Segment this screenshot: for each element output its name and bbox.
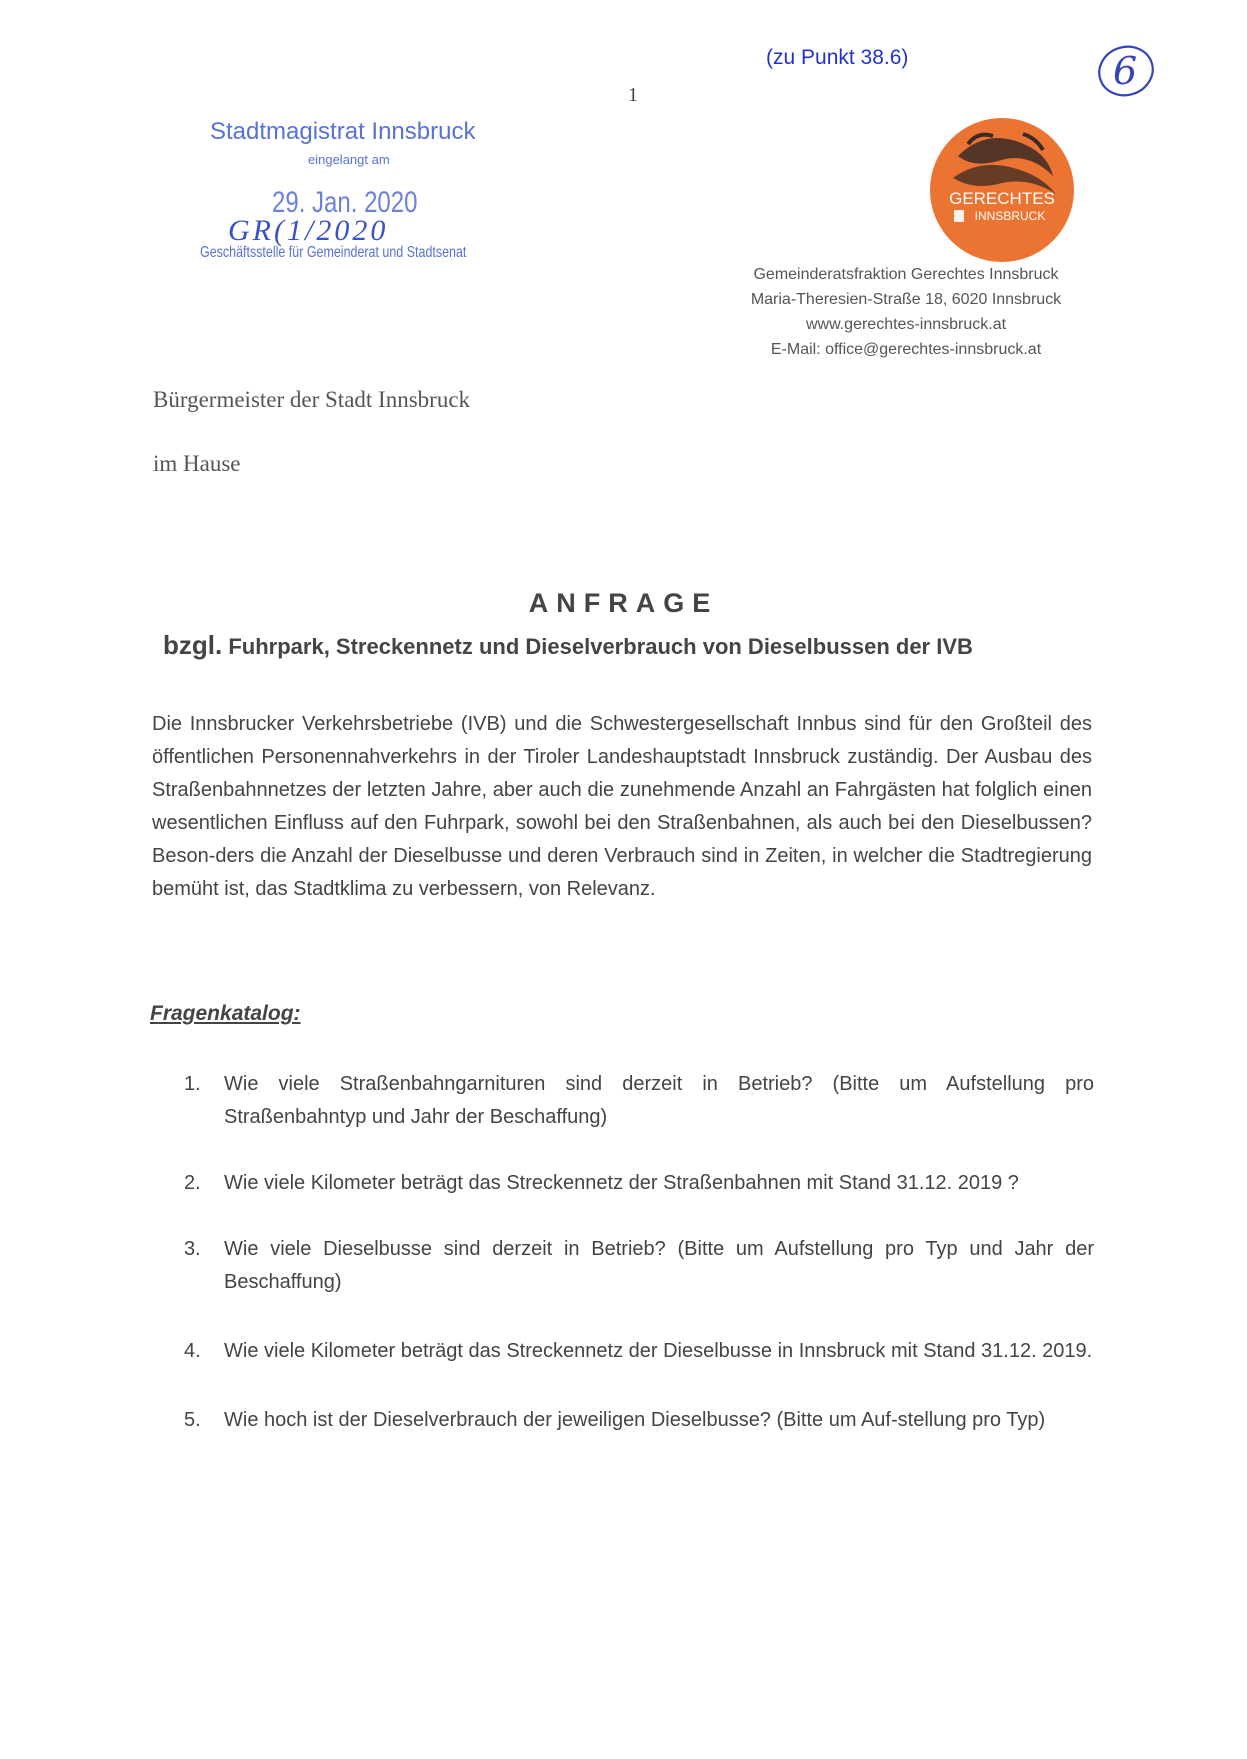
recipient-name: Bürgermeister der Stadt Innsbruck [153, 387, 471, 412]
handwritten-number-text: 6 [1113, 49, 1138, 93]
document-subheading [163, 630, 973, 661]
subheading-text: Fuhrpark, Streckennetz und Dieselverbrauch von Dieselbussen der IVB [228, 634, 973, 659]
stamp-received-label: eingelangt am [308, 152, 390, 167]
received-stamp [198, 118, 498, 278]
question-number: 4. [184, 1340, 201, 1362]
stamp-organization: Stadtmagistrat Innsbruck [210, 118, 476, 145]
handwritten-circled-number [1095, 38, 1157, 100]
stamp-office: Geschäftsstelle für Gemeinderat und Stadtsenat [200, 244, 467, 261]
question-text: Wie viele Kilometer beträgt das Streckennetz der Dieselbusse in Innsbruck mit Stand 31.12. 2019. [224, 1340, 1093, 1362]
recipient-location: im Hause [153, 451, 241, 476]
logo-text-line2: INNSBRUCK [974, 209, 1046, 223]
question-number: 3. [184, 1238, 201, 1260]
sender-email: E-Mail: office@gerechtes-innsbruck.at [770, 341, 1042, 358]
subheading-prefix: bzgl. [163, 630, 223, 660]
sender-address [716, 262, 1096, 362]
document-heading: ANFRAGE [528, 588, 719, 618]
question-text: Wie viele Kilometer beträgt das Streckennetz der Straßenbahnen mit Stand 31.12. 2019 ? [224, 1172, 1019, 1194]
stamp-date: 29. Jan. 2020 [272, 186, 418, 219]
intro-paragraph: Die Innsbrucker Verkehrsbetriebe (IVB) und die Schwestergesellschaft Innbus sind für den Großteil des öffentlichen Personennahverkehrs in der Tiroler Landeshauptstadt Innsbruck zuständig. Der Ausbau des Straßenbahnnetzes der letzten Jahre, aber auch die zunehmende Anzahl an Fahrgästen hat folglich einen wesentlichen Einfluss auf den Fuhrpark, sowohl bei den Straßenbahnen, als auch bei den Dieselbussen? Beson-ders die Anzahl der Dieselbusse und deren Verbrauch sind in Zeiten, in welcher die Stadtregierung bemüht ist, das Stadtklima zu verbessern, von Relevanz. [152, 713, 1092, 900]
question-item [184, 1068, 1094, 1134]
page-number: 1 [628, 84, 638, 106]
gerechtes-innsbruck-logo [928, 116, 1076, 264]
question-text: Wie hoch ist der Dieselverbrauch der jeweiligen Dieselbusse? (Bitte um Auf-stellung pro Typ) [224, 1409, 1046, 1431]
logo-text-line1: GERECHTES [949, 189, 1055, 208]
sender-name: Gemeinderatsfraktion Gerechtes Innsbruck [753, 266, 1059, 283]
question-item [184, 1167, 1094, 1200]
recipient-block [153, 387, 470, 477]
question-number: 5. [184, 1409, 201, 1431]
question-number: 2. [184, 1172, 201, 1194]
question-text: Wie viele Straßenbahngarnituren sind derzeit in Betrieb? (Bitte um Aufstellung pro Straßenbahntyp und Jahr der Beschaffung) [224, 1073, 1094, 1128]
question-item [184, 1335, 1094, 1368]
question-item [184, 1404, 1094, 1437]
agenda-reference: (zu Punkt 38.6) [766, 46, 909, 69]
stamp-reference: GR(1/2020 [228, 214, 389, 247]
question-text: Wie viele Dieselbusse sind derzeit in Betrieb? (Bitte um Aufstellung pro Typ und Jahr der Beschaffung) [224, 1238, 1094, 1293]
question-number: 1. [184, 1073, 201, 1095]
sender-street: Maria-Theresien-Straße 18, 6020 Innsbruck [750, 291, 1062, 308]
question-list [184, 1068, 1094, 1437]
question-item [184, 1233, 1094, 1299]
question-catalog-title: Fragenkatalog: [150, 1002, 301, 1025]
sender-website: www.gerechtes-innsbruck.at [805, 316, 1007, 333]
